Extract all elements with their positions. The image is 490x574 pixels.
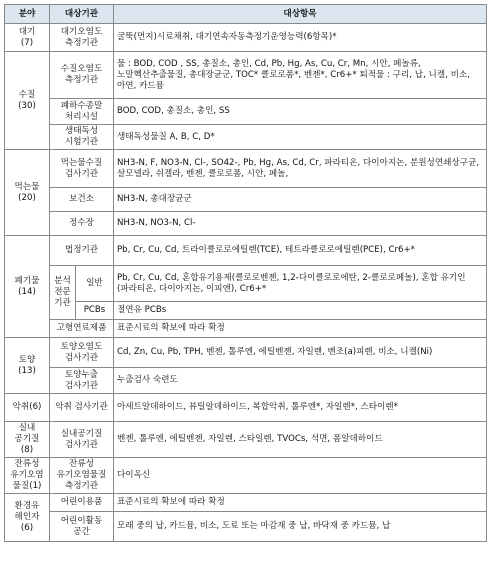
agency-cell: 법정기관 — [50, 236, 114, 266]
field-cell-drinking: 먹는물 (20) — [5, 150, 50, 236]
items-cell: Pb, Cr, Cu, Cd, 트라이클로로에틸렌(TCE), 테트라클로로에틸렌(PCE), Cr6+* — [114, 236, 487, 266]
table-row — [5, 99, 487, 125]
items-cell: 누출검사 숙련도 — [114, 368, 487, 394]
agency-cell: 정수장 — [50, 212, 114, 236]
field-cell-waste: 폐기물 (14) — [5, 236, 50, 338]
table-row — [5, 368, 487, 394]
header-agency: 대상기관 — [50, 5, 114, 24]
field-cell-water: 수질 (30) — [5, 52, 50, 150]
table-row — [5, 512, 487, 542]
table-row — [5, 422, 487, 458]
agency-cell: 실내공기질 검사기관 — [50, 422, 114, 458]
items-cell: 다이옥신 — [114, 458, 487, 494]
table-row — [5, 150, 487, 188]
field-cell-air: 대기 (7) — [5, 24, 50, 52]
items-cell: 벤젠, 톨루엔, 에틸벤젠, 자일렌, 스타일렌, TVOCs, 석면, 폼알데하이드 — [114, 422, 487, 458]
agency-cell: 악취 검사기관 — [50, 394, 114, 422]
items-cell: Cd, Zn, Cu, Pb, TPH, 벤젠, 톨루엔, 에틸벤젠, 자일렌, 벤조(a)피렌, 비소, 니켈(Ni) — [114, 338, 487, 368]
table-row — [5, 320, 487, 338]
table-row — [5, 212, 487, 236]
table-row — [5, 266, 487, 302]
items-cell: BOD, COD, 총질소, 총인, SS — [114, 99, 487, 125]
agency-cell: 토양누출 검사기관 — [50, 368, 114, 394]
items-cell: 표준시료의 확보에 따라 확정 — [114, 494, 487, 512]
agency-cell: 보건소 — [50, 188, 114, 212]
agency-cell: 대기오염도 측정기관 — [50, 24, 114, 52]
table-row — [5, 236, 487, 266]
header-row — [5, 5, 487, 24]
agency-cell: 토양오염도 검사기관 — [50, 338, 114, 368]
sub-agency-cell: PCBs — [76, 302, 114, 320]
table-row — [5, 24, 487, 52]
agency-cell: 폐하수종말 처리시설 — [50, 99, 114, 125]
table-row — [5, 52, 487, 99]
header-field: 분야 — [5, 5, 50, 24]
field-cell-soil: 토양 (13) — [5, 338, 50, 394]
field-cell-indoor: 실내 공기질 (8) — [5, 422, 50, 458]
field-cell-odor: 악취(6) — [5, 394, 50, 422]
agency-cell: 어린이용품 — [50, 494, 114, 512]
test-items-table — [4, 4, 487, 542]
items-cell: 아세트알데하이드, 뷰틸알데하이드, 복합악취, 톨루엔*, 자일렌*, 스타이렌* — [114, 394, 487, 422]
items-cell: NH3-N, NO3-N, Cl- — [114, 212, 487, 236]
agency-cell: 고형연료제품 — [50, 320, 114, 338]
table-row — [5, 302, 487, 320]
header-items: 대상항목 — [114, 5, 487, 24]
table-row — [5, 458, 487, 494]
items-cell: 모래 중의 납, 카드뮴, 비소, 도료 또는 마감재 중 납, 바닥재 중 카드뮴, 납 — [114, 512, 487, 542]
items-cell: NH3-N, 총대장균군 — [114, 188, 487, 212]
agency-cell: 수질오염도 측정기관 — [50, 52, 114, 99]
field-cell-hazard: 환경유 해인자 (6) — [5, 494, 50, 542]
agency-cell: 생태독성 시험기관 — [50, 125, 114, 150]
agency-cell: 잔류성 유기오염물질 측정기관 — [50, 458, 114, 494]
items-cell: 물 : BOD, COD , SS, 총질소, 총인, Cd, Pb, Hg, As, Cu, Cr, Mn, 시안, 페놀류, 노말헥산추출물질, 총대장균군, TOC* 클로로폼*, 벤젠*, Cr6+* 퇴적물 : 구리, 납, 니켈, 비소, 아연, 카드뮴 — [114, 52, 487, 99]
table-row — [5, 338, 487, 368]
items-cell: 굴뚝(먼지)시료채취, 대기연속자동측정기운영능력(6항목)* — [114, 24, 487, 52]
items-cell: 생태독성물질 A, B, C, D* — [114, 125, 487, 150]
items-cell: NH3-N, F, NO3-N, Cl-, SO42-, Pb, Hg, As, Cd, Cr, 파라티온, 다이아지논, 분원성연쇄상구균, 살모넬라, 쉬겔라, 벤젠, 클로로폼, 시안, 페놀, — [114, 150, 487, 188]
items-cell: 표준시료의 확보에 따라 확정 — [114, 320, 487, 338]
items-cell: Pb, Cr, Cu, Cd, 혼합유기용제(클로로벤젠, 1,2-다이클로로에탄, 2-클로로페놀), 혼합 유기인(파라티온, 다이아지논, 이피엔), Cr6+* — [114, 266, 487, 302]
field-cell-pop: 잔류성 유기오염 물질(1) — [5, 458, 50, 494]
table-row — [5, 394, 487, 422]
agency-cell: 어린이활동 공간 — [50, 512, 114, 542]
table-row — [5, 125, 487, 150]
table-row — [5, 188, 487, 212]
table-row — [5, 494, 487, 512]
agency-cell: 먹는물수질 검사기관 — [50, 150, 114, 188]
items-cell: 절연유 PCBs — [114, 302, 487, 320]
sub-agency-cell: 일반 — [76, 266, 114, 302]
agency-cell-analysis: 분석 전문 기관 — [50, 266, 76, 320]
